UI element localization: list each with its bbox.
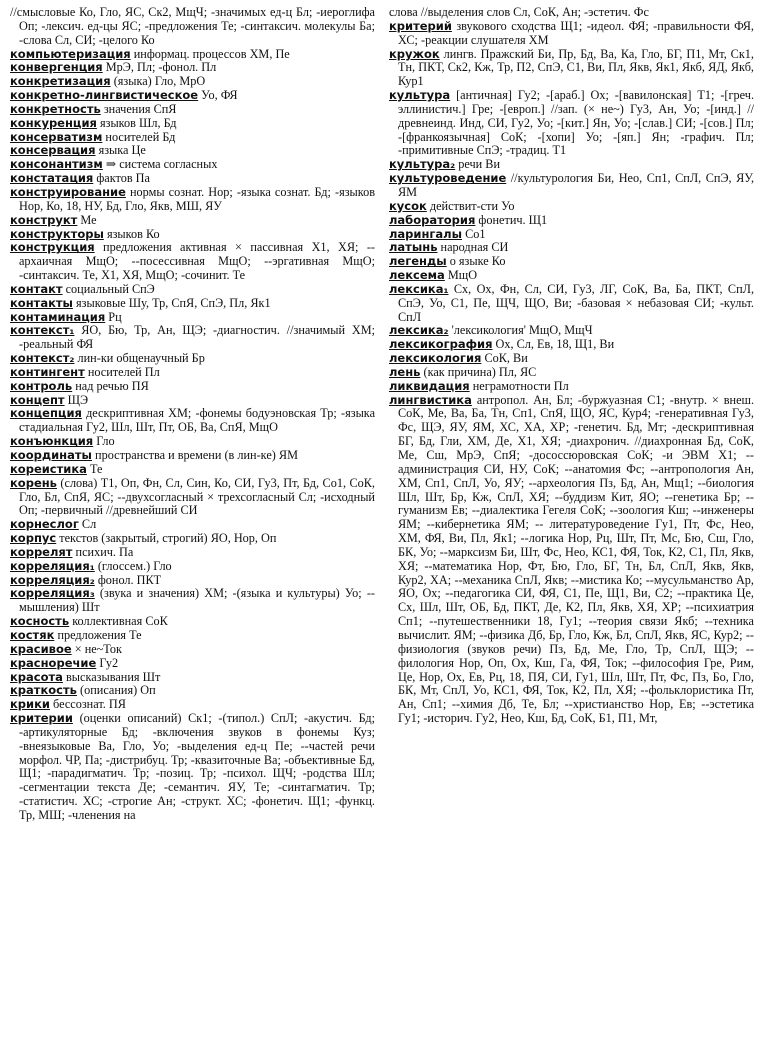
index-entry — [10, 546, 375, 560]
entry-headword: коррелят — [10, 544, 73, 559]
entry-text: коллективная СоК — [72, 614, 168, 629]
entry-text: (оценки описаний) Ск1; -(типол.) СпЛ; -акустич. Бд; -артикуляторные Бд; -включения звуков в фонемы Куз; -внеязыковые Ва, Гло, Уо; -выделения ед-ц Пе; --частей речи морфол. ЧР, Па; -дистрибуц. Тр; -квазиточные Ва; -объективные Бд, Щ1; -парадигматич. Тр; -позиц. Тр; -психол. ЩЧ; -родства Шл; -сегментации текста Де; -семантич. ЯУ, Те; -синтагматич. Тр; -статистич. ХС; -строгие Ан; -структ. ХС; -фонетич. Щ1; -функц. Тр, МШ; -членения на — [19, 711, 375, 822]
entry-text: антропол. Ан, Бл; -буржуазная С1; -внутр. × внеш. СоК, Ме, Ва, Ба, Тн, Сп1, СпЯ, ЩО, ЯС, Кур4; -генеративная Гу3, Фс, ЩЭ, ЯУ, ЯМ, ХС, ХА, ХР; -генетич. Бд, Мт; -дескриптивная БГ, Бд, Гли, ХМ, Де, Х1, ХЯ; -диахронич. //диахронная Бд, СоК, Ме, Сш, МрЭ, СпЯ; -дососсюровская СоК; -и ЭВМ Х1; --администрация СИ, НУ, СоК; --анатомия Фс; --антропология Ан, ХМ, Сп1, СпЛ, Уо, ЯУ; --археология Пз, Бд, Ан, Мщ1; --биология Шл, Шт, Бр, Кж, СпЛ, ХЯ; --буддизм Кит, ЯО; --генетика Бр; --гуманизм Ев; --диалектика Гегеля СоК; --зоология Кш; --инженеры ЯМ; --кибернетика ЯМ; -- литературоведение Гу1, Пт, Фс, Нео, ХМ, ФЯ, Ви, Пл, Як1; --логика Нор, Рц, Шт, Пт, Мс, Бю, Сш, Гло, БК, Уо; --марксизм Би, Шт, Фс, Нео, КС1, ФЯ, Ток, К2, С1, Пл, Якв, ХЯ; --математика Нор, Фт, Бю, Гло, БГ, Тн, Бл, СпЛ, Якв, Якв, Кур2, ХА; --механика СпЛ, Якв; --мистика Ко; --мусульманство Ар, ЯО, Ох; --педагогика СИ, ФЯ, С1, Пе, Щ1, Ви, С2; --практика Це, Сх, Шл, Шт, ОБ, Бд, ПКТ, Де, К2, Пл, Якв, ХЯ, ХР; --психиатрия Сп1; --путешественники 18, Гу1; --теория связи Якб; --техника вычислит. ЯМ; --физика Дб, Бр, Гло, Кж, Бл, СпЛ, Якв, ЯС, Кур2; --физиология (звуков речи) Пз, Бд, Ме, Гло, Тр, СпЛ, ЩЭ; --филология Нор, Оп, Ох, Кш, Га, ФЯ, Ток; --философия Гре, Рим, Це, Нор, Ох, Ев, Рц, 18, ПЯ, СИ, Гу1, Шл, Шт, Пт, Фс, Пз, Бо, Гло, БК, Мт, СпЛ, Уо, КС1, ФЯ, Ток, К2, Пл, ХЯ; --фольклористика Пт, Ан, Сп1; --химия Дб, Те, Бл; --христианство Нор, Ев; --эстетика Гу1; -историч. Гу2, Нео, Кш, Бд, СоК, Б1, П1, Мт, — [398, 392, 755, 726]
index-entry — [389, 214, 754, 228]
entry-text: языков Шл, Бд — [99, 115, 177, 130]
entry-headword: корнеслог — [10, 517, 79, 532]
index-entry — [389, 200, 754, 214]
entry-text: //культурология Би, Нео, Сп1, СпЛ, СпЭ, ЯУ, ЯМ — [398, 171, 755, 199]
entry-headword: лексикология — [389, 351, 482, 366]
index-entry — [10, 463, 375, 477]
index-entry — [10, 48, 375, 62]
entry-text: СоК, Ви — [484, 351, 528, 366]
index-entry — [389, 158, 754, 172]
entry-headword: корень — [10, 475, 57, 490]
entry-text: социальный СпЭ — [65, 281, 155, 296]
entry-headword: кружок — [389, 46, 440, 61]
entry-headword: лингвистика — [389, 392, 472, 407]
entry-text: пространства и времени (в лин-ке) ЯМ — [95, 448, 298, 462]
entry-headword: концепция — [10, 406, 82, 421]
index-entry — [10, 89, 375, 103]
entry-headword: контроль — [10, 378, 73, 393]
index-entry — [10, 283, 375, 297]
index-entry — [389, 380, 754, 394]
index-entry — [389, 228, 754, 242]
index-entry — [10, 324, 375, 352]
entry-headword: лексика₁ — [389, 281, 449, 296]
entry-text: (описания) Оп — [80, 683, 156, 698]
entry-headword: лексема — [389, 268, 445, 283]
index-entry — [10, 615, 375, 629]
entry-headword: концепт — [10, 392, 65, 407]
left-column — [10, 6, 375, 1045]
entry-text: действит-сти Уо — [429, 198, 515, 213]
entry-headword: конструкторы — [10, 226, 104, 241]
entry-text: Сх, Ох, Фн, Сл, СИ, Гу3, ЛГ, СоК, Ва, Ба, ПКТ, СпЛ, СпЭ, Уо, С1, Пе, ЩЧ, ЩО, Ви; -базовая × небазовая СИ; -культ. СпЛ — [398, 281, 755, 324]
entry-text: Ох, Сл, Ев, 18, Щ1, Ви — [495, 337, 615, 352]
entry-text: носителей Бд — [105, 129, 176, 144]
entry-text: информац. процессов ХМ, Пе — [133, 46, 290, 61]
index-entry — [10, 61, 375, 75]
entry-text: над речью ПЯ — [75, 378, 149, 393]
index-entry — [389, 20, 754, 48]
entry-text: предложения Те — [57, 627, 142, 642]
entry-text: бессознат. ПЯ — [53, 697, 126, 712]
entry-headword: конструкт — [10, 212, 78, 227]
entry-headword: костяк — [10, 627, 55, 642]
entry-text: предложения активная × пассивная Х1, ХЯ; --архаичная МщО; --посессивная МщО; --эргативная МщО; -синтаксич. Те, Х1, ХЯ, МщО; -сочинит. Те — [19, 240, 375, 283]
entry-text: МрЭ, Пл; -фонол. Пл — [105, 60, 217, 75]
entry-headword: лексикография — [389, 337, 493, 352]
entry-headword: контекст₁ — [10, 323, 75, 338]
entry-text: Гу2 — [99, 655, 119, 670]
index-entry — [10, 186, 375, 214]
entry-headword: лень — [389, 364, 421, 379]
entry-headword: контекст₂ — [10, 351, 75, 366]
entry-text: дескриптивная ХМ; -фонемы бодуэновская Тр; -языка стадиальная Гу2, Шл, Шт, Пт, ОБ, Ва, СпЯ, МщО — [19, 406, 376, 435]
index-entry — [10, 380, 375, 394]
entry-headword: косность — [10, 614, 70, 629]
entry-text: носителей Пл — [87, 364, 160, 379]
entry-headword: культура — [389, 88, 451, 103]
entry-text: Ме — [80, 212, 97, 227]
index-entry — [10, 657, 375, 671]
index-entry — [10, 671, 375, 685]
entry-text: ⇒ система согласных — [105, 157, 218, 172]
entry-text: фонол. ПКТ — [97, 572, 162, 587]
entry-headword: корпус — [10, 531, 57, 546]
entry-headword: ликвидация — [389, 378, 470, 393]
entry-headword: корреляция₁ — [10, 558, 95, 573]
right-column — [389, 6, 754, 1045]
index-entry — [10, 214, 375, 228]
index-entry — [10, 574, 375, 588]
index-entry — [389, 241, 754, 255]
index-entry — [10, 684, 375, 698]
entry-headword: конкретно-лингвистическое — [10, 88, 199, 103]
entry-headword: критерии — [10, 711, 73, 726]
entry-text: //смысловые Ко, Гло, ЯС, Ск2, МщЧ; -значимых ед-ц Бл; -иероглифа Оп; -лексич. ед-цы ЯС; -предложения Те; -синтаксич. молекулы Ба; -слова Сл, СИ; -целого Ко — [10, 5, 375, 47]
entry-headword: компьютеризация — [10, 46, 131, 61]
entry-headword: культура₂ — [389, 157, 456, 172]
entry-headword: конструирование — [10, 184, 126, 199]
entry-text: лин-ки общенаучный Бр — [77, 351, 205, 366]
index-entry — [10, 117, 375, 131]
entry-headword: конкретизация — [10, 74, 111, 89]
index-entry — [389, 6, 754, 20]
index-entry — [10, 532, 375, 546]
index-entry — [389, 89, 754, 158]
entry-headword: латынь — [389, 240, 438, 255]
index-entry — [10, 144, 375, 158]
entry-headword: лексика₂ — [389, 323, 449, 338]
entry-text: значения СпЯ — [103, 101, 177, 116]
entry-headword: критерий — [389, 18, 452, 33]
entry-headword: консерватизм — [10, 129, 103, 144]
entry-text: Со1 — [465, 226, 486, 241]
entry-headword: культуроведение — [389, 171, 507, 186]
entry-headword: координаты — [10, 448, 92, 462]
entry-text: ЩЭ — [67, 392, 89, 407]
entry-text: неграмотности Пл — [472, 378, 569, 393]
index-entry — [10, 712, 375, 823]
index-entry — [389, 324, 754, 338]
entry-headword: контакты — [10, 295, 73, 310]
entry-text: Те — [89, 461, 103, 476]
entry-text: 'лексикология' МщО, МщЧ — [451, 323, 593, 338]
index-entry — [10, 629, 375, 643]
entry-text: Гло — [96, 434, 115, 449]
entry-text: (языка) Гло, МрО — [113, 74, 206, 89]
index-entry — [389, 48, 754, 90]
index-entry — [10, 311, 375, 325]
entry-headword: лаборатория — [389, 212, 476, 227]
entry-headword: консонантизм — [10, 157, 103, 172]
entry-headword: корреляция₃ — [10, 586, 95, 601]
index-entry — [389, 172, 754, 200]
entry-text: текстов (закрытый, строгий) ЯО, Нор, Оп — [59, 531, 277, 546]
entry-text: нормы сознат. Нор; -языка сознат. Бд; -языков Нор, Ко, 18, НУ, Бд, Гло, Якв, МШ, ЯУ — [19, 184, 376, 213]
entry-headword: конкретность — [10, 101, 101, 116]
entry-headword: кореистика — [10, 461, 87, 476]
index-entry — [10, 241, 375, 283]
index-entry — [10, 477, 375, 519]
index-entry — [10, 352, 375, 366]
index-entry — [389, 255, 754, 269]
index-entry — [10, 297, 375, 311]
entry-text: звукового сходства Щ1; -идеол. ФЯ; -правильности ФЯ, ХС; -реакции слушателя ХМ — [398, 18, 754, 47]
index-entry — [10, 6, 375, 48]
entry-headword: крики — [10, 697, 50, 712]
index-entry — [389, 269, 754, 283]
entry-text: языка Це — [98, 143, 146, 158]
index-entry — [10, 407, 375, 435]
entry-headword: конкуренция — [10, 115, 97, 130]
index-entry — [10, 560, 375, 574]
entry-headword: контаминация — [10, 309, 106, 324]
entry-text: МщО — [447, 268, 478, 283]
entry-text: фактов Па — [96, 171, 150, 186]
index-entry — [389, 366, 754, 380]
entry-headword: корреляция₂ — [10, 572, 95, 587]
index-entry — [10, 158, 375, 172]
entry-text: лингв. Пражский Би, Пр, Бд, Ва, Ка, Гло, БГ, П1, Мт, Ск1, Тн, ПКТ, Ск2, Кж, Тр, П2, СпЭ, С1, Ви, Пл, Якв, Як1, Якб, ЯД, Якб, Кур1 — [398, 46, 754, 89]
entry-text: (как причина) Пл, ЯС — [423, 364, 537, 379]
index-entry — [10, 366, 375, 380]
entry-headword: ларингалы — [389, 226, 463, 241]
index-entry — [389, 394, 754, 726]
index-entry — [10, 449, 375, 463]
entry-headword: конструкция — [10, 240, 95, 255]
index-entry — [10, 518, 375, 532]
entry-headword: контингент — [10, 364, 85, 379]
entry-text: языковые Шу, Тр, СпЯ, СпЭ, Пл, Як1 — [76, 295, 271, 310]
entry-headword: консервация — [10, 143, 96, 158]
entry-text: (звука и значения) ХМ; -(языка и культуры) Уо; --мышления) Шт — [19, 586, 376, 615]
entry-text: Уо, ФЯ — [201, 88, 238, 103]
entry-text: слова //выделения слов Сл, СоК, Ан; -эстетич. Фс — [389, 5, 649, 19]
entry-headword: красивое — [10, 641, 72, 656]
entry-text: Сл — [81, 517, 97, 532]
entry-text: высказывания Шт — [66, 669, 161, 684]
entry-headword: конвергенция — [10, 60, 103, 75]
entry-text: [античная] Гу2; -[араб.] Ох; -[вавилонская] Т1; -[греч. эллинистич.] Гре; -[европ.] //зап. (× не~) Гу3, Ан, Уо; -[инд.] //древнеинд. Инд, СИ, Гу2, Уо; -[кит.] Ян, Уо; -[слав.] СИ; -[сов.] Пл; -[франкоязычная] СоК; -[хопи] Уо; -[яп.] Ян; -графич. Пл; -примитивные СпЭ; -традиц. Т1 — [398, 88, 755, 158]
index-entry — [389, 352, 754, 366]
index-entry — [10, 435, 375, 449]
entry-headword: конъюнкция — [10, 434, 94, 449]
index-entry — [10, 587, 375, 615]
index-entry — [10, 698, 375, 712]
index-entry — [10, 394, 375, 408]
index-entry — [389, 338, 754, 352]
index-entry — [389, 283, 754, 325]
entry-text: (глоссем.) Гло — [97, 558, 172, 573]
entry-text: о языке Ко — [449, 254, 506, 269]
entry-text: языков Ко — [106, 226, 160, 241]
entry-headword: красноречие — [10, 655, 97, 670]
entry-text: фонетич. Щ1 — [478, 212, 548, 227]
index-entry — [10, 75, 375, 89]
entry-headword: констатация — [10, 171, 94, 186]
entry-headword: красота — [10, 669, 63, 684]
entry-text: народная СИ — [440, 240, 509, 255]
index-entry — [10, 103, 375, 117]
entry-headword: краткость — [10, 683, 77, 698]
entry-text: психич. Па — [75, 544, 134, 559]
entry-headword: контакт — [10, 281, 63, 296]
entry-text: речи Ви — [458, 157, 501, 172]
entry-headword: легенды — [389, 254, 447, 269]
index-entry — [10, 643, 375, 657]
entry-text: ЯО, Бю, Тр, Ан, ЩЭ; -диагностич. //значимый ХМ; -реальный ФЯ — [19, 323, 376, 352]
entry-headword: кусок — [389, 198, 427, 213]
index-entry — [10, 172, 375, 186]
index-entry — [10, 131, 375, 145]
entry-text: Рц — [108, 309, 122, 324]
entry-text: (слова) Т1, Оп, Фн, Сл, Син, Ко, СИ, Гу3, Пт, Бд, Со1, СоК, Гло, Бл, СпЯ, ЯС; --двухсогласный × трехсогласный Сл; -исходный Оп; -первичный //древнейший СИ — [19, 475, 375, 518]
index-entry — [10, 228, 375, 242]
entry-text: × не~Ток — [74, 641, 122, 656]
